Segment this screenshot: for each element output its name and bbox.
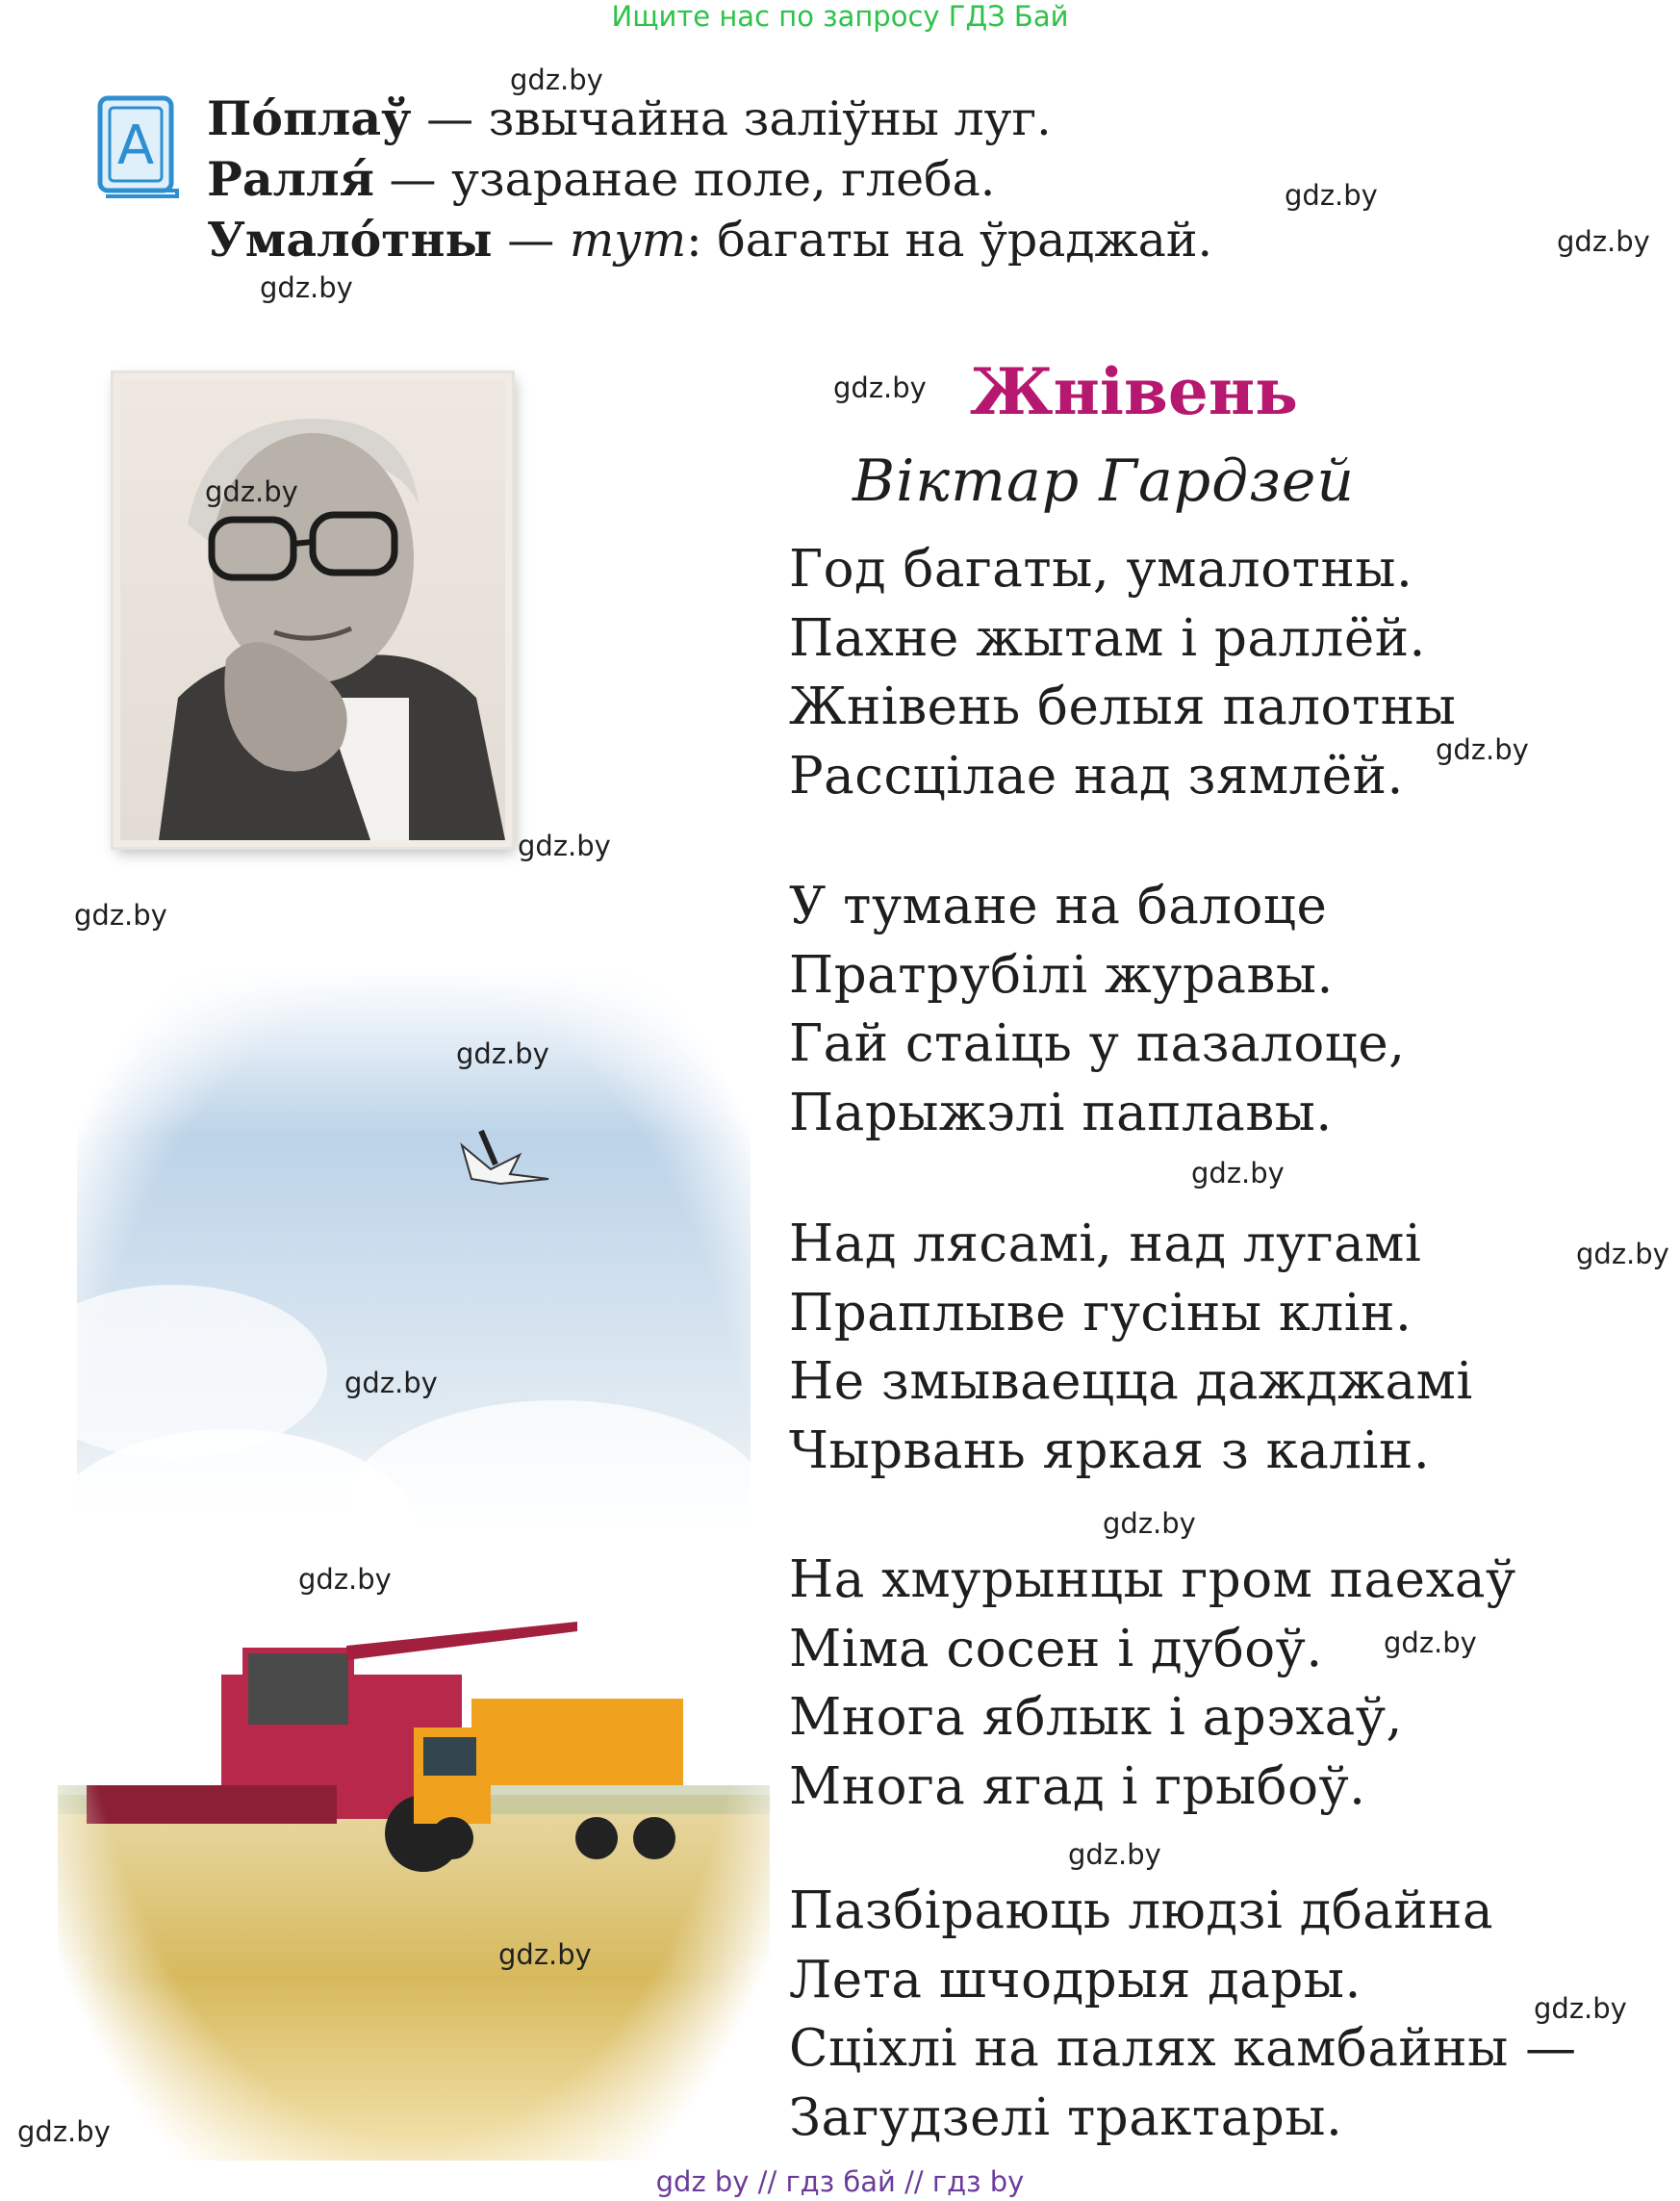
author-portrait	[114, 373, 512, 847]
verse-line: Лета шчодрыя дары.	[789, 1950, 1362, 2009]
verse-line: Пазбіраюць людзі дбайна	[789, 1881, 1494, 1940]
glossary-term: По́плаў	[207, 90, 412, 146]
glossary-entry	[207, 210, 1313, 270]
verse-line: Многа ягад і грыбоў.	[789, 1756, 1366, 1816]
top-banner: Ищите нас по запросу ГДЗ Бай	[611, 0, 1069, 33]
glossary-definition: узаранае поле, глеба.	[451, 152, 996, 207]
verse-line: Парыжэлі паплавы.	[789, 1083, 1333, 1142]
watermark: gdz.by	[1103, 1507, 1196, 1540]
watermark: gdz.by	[1191, 1157, 1285, 1190]
harvest-illustration	[58, 967, 770, 2161]
verse-line: Сціхлі на палях камбайны —	[789, 2019, 1577, 2078]
verse-line: Гай стаіць у пазалоце,	[789, 1014, 1406, 1073]
glossary-entry	[207, 149, 1313, 210]
verse-line: Многа яблык і арэхаў,	[789, 1688, 1403, 1747]
watermark: gdz.by	[510, 64, 603, 96]
glossary-dash: —	[492, 213, 570, 268]
poem-title: Жнівень	[970, 354, 1298, 429]
watermark: gdz.by	[205, 475, 298, 508]
watermark: gdz.by	[298, 1563, 392, 1596]
watermark: gdz.by	[1384, 1626, 1477, 1659]
glossary-definition: звычайна заліўны луг.	[488, 91, 1052, 146]
stanza	[789, 1546, 1516, 1821]
stanza	[789, 1877, 1577, 2152]
verse-line: Рассцілае над зямлёй.	[789, 746, 1404, 806]
glossary-entry	[207, 89, 1313, 149]
dictionary-book-icon	[96, 94, 183, 200]
verse-line: Міма сосен і дубоў.	[789, 1619, 1323, 1678]
verse-line: Пратрубілі журавы.	[789, 945, 1334, 1005]
stanza	[789, 872, 1406, 1147]
watermark: gdz.by	[260, 271, 353, 304]
glossary-term: Умало́тны	[207, 212, 493, 268]
watermark: gdz.by	[1576, 1238, 1669, 1270]
watermark: gdz.by	[1068, 1838, 1161, 1871]
verse-line: Жнівень белыя палотны	[789, 678, 1457, 736]
watermark: gdz.by	[1534, 1992, 1627, 2025]
stanza	[789, 535, 1456, 810]
glossary	[207, 89, 1313, 270]
verse-line: Праплыве гусіны клін.	[789, 1283, 1413, 1343]
verse-line: У тумане на балоце	[789, 877, 1328, 935]
icon-letter: А	[116, 115, 155, 177]
watermark: gdz.by	[1436, 733, 1529, 766]
verse-line: Чырвань яркая з калін.	[789, 1420, 1431, 1480]
verse-line: Не змываецца дажджамі	[789, 1352, 1473, 1411]
verse-line: Год багаты, умалотны.	[789, 540, 1413, 599]
verse-line: На хмурынцы гром паехаў	[789, 1550, 1516, 1609]
watermark: gdz.by	[74, 899, 167, 932]
watermark: gdz.by	[833, 371, 927, 404]
glossary-term: Ралля́	[207, 151, 374, 207]
watermark: gdz.by	[344, 1367, 438, 1399]
footer-watermark: gdz by // гдз бай // гдз by	[655, 2165, 1025, 2198]
watermark: gdz.by	[518, 830, 611, 862]
glossary-definition: : багаты на ўраджай.	[686, 213, 1213, 268]
watermark: gdz.by	[456, 1037, 549, 1070]
verse-line: Над лясамі, над лугамі	[789, 1215, 1422, 1273]
stanza	[789, 1210, 1473, 1485]
glossary-dash: —	[373, 152, 452, 207]
watermark: gdz.by	[1285, 179, 1378, 212]
poem-author: Віктар Гардзей	[853, 448, 1356, 515]
watermark: gdz.by	[17, 2115, 111, 2148]
verse-line: Пахне жытам і раллёй.	[789, 608, 1426, 668]
watermark: gdz.by	[1557, 225, 1650, 258]
glossary-label: тут	[569, 213, 687, 268]
glossary-dash: —	[411, 91, 489, 146]
watermark: gdz.by	[498, 1938, 592, 1971]
verse-line: Загудзелі трактары.	[789, 2087, 1343, 2147]
